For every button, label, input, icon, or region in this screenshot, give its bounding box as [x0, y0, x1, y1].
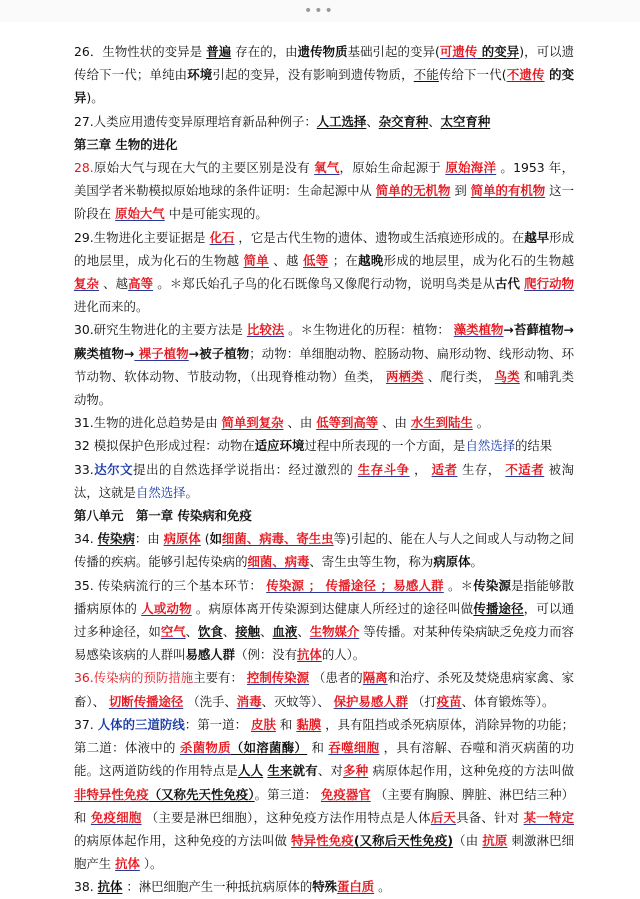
text-segment: 28.	[74, 160, 94, 176]
text-segment: 提出的自然选择学说指出：经过激烈的	[133, 461, 358, 477]
answer-text: 多种	[343, 763, 369, 779]
text-segment: 的人）。	[321, 647, 366, 663]
text-segment: 病原体	[433, 554, 471, 570]
answer-text: 抗原	[482, 832, 508, 848]
text-segment: 、由	[283, 415, 317, 431]
answer-text: 简单	[243, 252, 270, 268]
text-segment: 、	[297, 624, 310, 640]
answer-text: 简单的无机物	[375, 183, 451, 199]
text-segment: （例：没有	[235, 647, 298, 663]
paragraph	[74, 156, 574, 226]
text-segment: 第八单元 第一章 传染病和免疫	[74, 508, 252, 524]
text-segment: 。病原体离开传染源到达健康人所经过的途径叫做	[191, 600, 474, 616]
text-segment: ）。	[139, 856, 163, 872]
text-segment: 易感人群	[185, 647, 236, 663]
answer-text: 不遗传	[506, 67, 545, 83]
answer-text: 吞噬细胞	[328, 740, 380, 756]
text-segment: 生来	[267, 763, 293, 779]
text-segment: ，可以通过多种途径，如	[74, 600, 575, 640]
more-options-icon[interactable]: •••	[304, 3, 335, 19]
section-heading	[74, 504, 574, 527]
text-segment: 达尔文	[93, 461, 134, 477]
paragraph	[74, 458, 574, 504]
text-segment: 这一阶段在	[74, 183, 574, 222]
text-segment: 、对	[317, 763, 344, 779]
document-body	[74, 40, 574, 899]
text-segment: 。	[470, 554, 483, 570]
answer-text: 病原体	[163, 531, 201, 547]
text-segment: ，具有溶解、吞噬和消灭病菌的功能。这两道防线的作用特点是	[74, 740, 574, 779]
text-segment: （主要是淋巴细胞），这种免疫方法作用特点是人体	[141, 809, 431, 825]
text-segment: 36.传染病的预防措施	[74, 670, 194, 686]
text-segment: 29.生物进化主要证据是	[74, 229, 210, 245]
text-segment: 。第三道：	[254, 786, 321, 802]
text-segment: 31.生物的进化总趋势是由	[74, 415, 222, 431]
paragraph	[74, 434, 574, 457]
answer-text: 两栖类	[385, 368, 424, 384]
section-heading	[74, 133, 574, 156]
text-segment: 是指能够散播病原体的	[74, 577, 574, 616]
text-segment: 37.	[74, 716, 98, 732]
text-segment: 生存，	[457, 461, 506, 477]
text-segment: 就有	[292, 763, 318, 779]
text-segment: 。＊	[443, 577, 474, 593]
answer-text: 人或动物	[141, 600, 192, 616]
text-segment: 26．生物性状的变异是	[74, 44, 207, 59]
answer-text: 疫苗	[436, 693, 462, 709]
text-segment: 。	[472, 415, 490, 431]
text-segment: 主要有：	[193, 670, 247, 686]
answer-text: 皮肤	[251, 716, 276, 732]
text-segment: )，可以遗传给下一代；单纯由	[74, 44, 574, 83]
answer-text: 隔离	[362, 670, 388, 686]
answer-text: 抗体	[297, 647, 322, 663]
text-segment: 形成的地层里，成为化石的生物越	[383, 252, 574, 268]
answer-text: 复杂	[74, 276, 100, 292]
paragraph	[74, 666, 574, 712]
answer-text: 后天	[430, 809, 457, 825]
text-segment: 自然选择	[135, 484, 186, 500]
text-segment: 38.	[74, 879, 98, 895]
text-segment: 27.人类应用遗传变异原理培育新品种例子：	[74, 113, 317, 129]
text-segment: 、越	[269, 252, 303, 268]
text-segment: 存在的，由	[231, 44, 298, 59]
text-segment: 被淘汰，这就是	[74, 461, 575, 500]
text-segment: 的变异	[74, 67, 575, 106]
answer-text: 水生到陆生	[410, 415, 473, 431]
text-segment: 具备、针对	[456, 809, 524, 825]
text-segment: 的变异	[477, 44, 520, 59]
paragraph	[74, 226, 574, 319]
text-segment: 刺激淋巴细胞产生	[74, 832, 574, 872]
answer-text: 生存斗争	[357, 461, 410, 477]
text-segment: 和	[307, 740, 329, 756]
answer-text: 抗体	[115, 856, 140, 872]
text-segment: 到	[450, 183, 471, 199]
text-segment: 传播途径	[473, 600, 524, 616]
text-segment: ：由	[134, 531, 164, 547]
answer-text: 免疫器官	[320, 786, 371, 802]
text-segment: （患者的	[309, 670, 363, 686]
text-segment: )。	[86, 90, 104, 106]
answer-text: 保护易感人群	[333, 693, 408, 709]
text-segment: 形成的地层里，成为化石的生物越	[74, 229, 574, 268]
text-segment: 和哺乳类动物。	[74, 368, 574, 408]
answer-text: 爬行动物	[524, 276, 575, 292]
answer-text: 生物媒介	[309, 624, 360, 640]
paragraph	[74, 574, 574, 667]
text-segment: （由	[453, 832, 483, 848]
text-segment: 、	[222, 624, 236, 640]
text-segment: 等传播。对某种传染病缺乏免疫力而容易感染该病的人群叫	[74, 624, 575, 663]
text-segment: 过程中所表现的一个方面，是	[304, 438, 466, 454]
top-bar	[0, 0, 640, 22]
text-segment: 第三章 生物的进化	[74, 136, 178, 152]
text-segment: （打	[408, 693, 437, 709]
text-segment: 、	[185, 624, 199, 640]
text-segment: ，原始生命起源于	[339, 160, 446, 176]
text-segment: 人人	[237, 763, 264, 779]
text-segment: 进化而来的。	[74, 299, 149, 315]
text-segment: 越早	[524, 229, 550, 245]
text-segment: （又称先天性免疫）	[148, 786, 255, 802]
text-segment: ：淋巴细胞产生一种抵抗病原体的	[122, 879, 313, 895]
answer-text: 空气	[160, 624, 186, 640]
answer-text: 杀菌物质	[180, 740, 231, 756]
text-segment: ，具有阻挡或杀死病原体，消除异物的功能；第二道：体液中的	[74, 716, 574, 756]
text-segment: （如溶菌酶）	[230, 740, 308, 756]
text-segment: ；动物：单细胞动物、腔肠动物、扁形动物、线形动物、环节动物、软体动物、节肢动物，（出现脊椎动物）鱼类，	[74, 345, 575, 384]
text-segment: 如	[209, 531, 222, 547]
answer-text: 某一特定	[523, 809, 575, 825]
text-segment: 、越	[99, 276, 129, 292]
paragraph	[74, 110, 574, 133]
answer-text: 消毒	[236, 693, 262, 709]
text-segment: 抗体	[97, 879, 123, 895]
text-segment: 血液	[272, 624, 298, 640]
text-segment: 原始大气与现在大气的主要区别是没有	[93, 160, 315, 176]
text-segment: 适应环境	[254, 438, 305, 454]
text-segment: 30.研究生物进化的主要方法是	[74, 322, 247, 338]
answer-text: 免疫细胞	[90, 809, 142, 825]
text-segment: 等)引起的、能在人与人之间或人与动物之间传播的疾病。能够引起传染病的	[74, 531, 574, 570]
text-segment: →被子植物	[188, 345, 250, 361]
text-segment: ，它是古代生物的遗体、遗物或生活痕迹形成的。在	[234, 229, 525, 245]
text-segment: 、体育锻炼等）。	[461, 693, 555, 709]
text-segment: 特殊	[312, 879, 338, 895]
text-segment: 自然选择	[465, 438, 515, 454]
text-segment: 。1953 年，美国学者米勒模拟原始地球的条件证明：生命起源中从	[74, 160, 574, 199]
answer-text: 切断传播途径	[108, 693, 184, 709]
text-segment: 的病原体起作用，这种免疫的方法叫做	[74, 832, 292, 848]
text-segment: 不能	[413, 67, 439, 83]
answer-text: 鸟类	[494, 368, 520, 384]
answer-text: 蛋白质	[337, 879, 375, 895]
answer-text: 简单到复杂	[221, 415, 284, 431]
text-segment: 中是可能实现的。	[164, 206, 268, 222]
text-segment: （主要有胸腺、脾脏、淋巴结三种）和	[74, 786, 574, 825]
text-segment: 。＊生物进化的历程：植物：	[284, 322, 454, 338]
answer-text: 藻类植物	[453, 322, 504, 338]
answer-text: 适者	[431, 461, 458, 477]
paragraph	[74, 40, 574, 110]
text-segment: 病原体起作用，这种免疫的方法叫做	[368, 763, 575, 779]
text-segment: (又称后天性免疫)	[353, 832, 454, 848]
answer-text: 低等	[303, 252, 329, 268]
text-segment: 杂交育种	[378, 113, 429, 129]
answer-text: 非特异性免疫	[74, 786, 149, 802]
text-segment: 传染病	[97, 531, 135, 547]
text-segment: 、	[366, 113, 379, 129]
text-segment: 接触	[235, 624, 261, 640]
text-segment: 人体的三道防线	[97, 716, 185, 732]
text-segment: 基础引起的变异(	[347, 44, 440, 59]
text-segment: 古代	[495, 276, 521, 292]
text-segment: 、灭蚊等）、	[261, 693, 334, 709]
answer-text: 不适者	[505, 461, 545, 477]
text-segment: 、由	[378, 415, 411, 431]
text-segment: 、爬行类，	[423, 368, 495, 384]
text-segment: 。＊郑氏始孔子鸟的化石既像鸟又像爬行动物，说明鸟类是从	[153, 276, 495, 292]
answer-text: 细菌、病毒	[247, 554, 310, 570]
answer-text: 高等	[128, 276, 154, 292]
answer-text: 低等到高等	[316, 415, 379, 431]
text-segment: （洗手、	[183, 693, 237, 709]
answer-text: 化石	[209, 229, 235, 245]
text-segment: 、	[260, 624, 273, 640]
answer-text: 氧气	[314, 160, 340, 176]
answer-text: 比较法	[246, 322, 285, 338]
text-segment: 的结果	[515, 438, 553, 454]
text-segment: 和治疗、杀死及焚烧患病家禽、家畜）、	[74, 670, 575, 709]
text-segment: 33.	[74, 461, 94, 477]
answer-text: 原始大气	[115, 206, 165, 222]
text-segment: 环境	[187, 67, 213, 83]
text-segment: 传染源	[473, 577, 512, 593]
paragraph	[74, 527, 574, 573]
answer-text: 黏膜	[296, 716, 322, 732]
answer-text: 可遗传	[439, 44, 478, 59]
answer-text: 特异性免疫	[291, 832, 354, 848]
text-segment: 饮食	[198, 624, 223, 640]
text-segment: 、	[428, 113, 441, 129]
text-segment: 引起的变异，没有影响到遗传物质，	[212, 67, 414, 83]
paragraph	[74, 318, 574, 411]
text-segment: 、寄生虫等生物，称为	[309, 554, 434, 570]
answer-text: 细菌、病毒、寄生虫	[222, 531, 334, 547]
text-segment: 遗传物质	[297, 44, 348, 59]
text-segment: 35. 传染病流行的三个基本环节：	[74, 577, 267, 593]
paragraph	[74, 713, 574, 875]
text-segment: 普遍	[206, 44, 232, 59]
text-segment: 32 模拟保护色形成过程：动物在	[74, 438, 255, 454]
text-segment: (	[200, 531, 210, 547]
text-segment: 越晚	[358, 252, 384, 268]
paragraph	[74, 875, 574, 898]
answer-text: 简单的有机物	[470, 183, 546, 199]
text-segment: 34.	[74, 531, 98, 547]
text-segment: ，	[409, 461, 432, 477]
text-segment: 和	[275, 716, 297, 732]
text-segment: ：第一道：	[184, 716, 251, 732]
text-segment: ；在	[328, 252, 359, 268]
answer-text: 原始海洋	[445, 160, 497, 176]
paragraph	[74, 411, 574, 434]
text-segment: 。	[374, 879, 391, 895]
text-segment: 传给下一代(	[438, 67, 507, 83]
text-segment: →苔藓植物→蕨类植物→	[74, 322, 575, 361]
answer-text: 传染源 ； 传播途径 ；易感人群	[266, 577, 444, 593]
text-segment: 人工选择	[316, 113, 367, 129]
text-segment: 。	[185, 484, 198, 500]
answer-text: 裸子植物	[134, 345, 189, 361]
answer-text: 控制传染源	[246, 670, 310, 686]
text-segment: 太空育种	[440, 113, 491, 129]
